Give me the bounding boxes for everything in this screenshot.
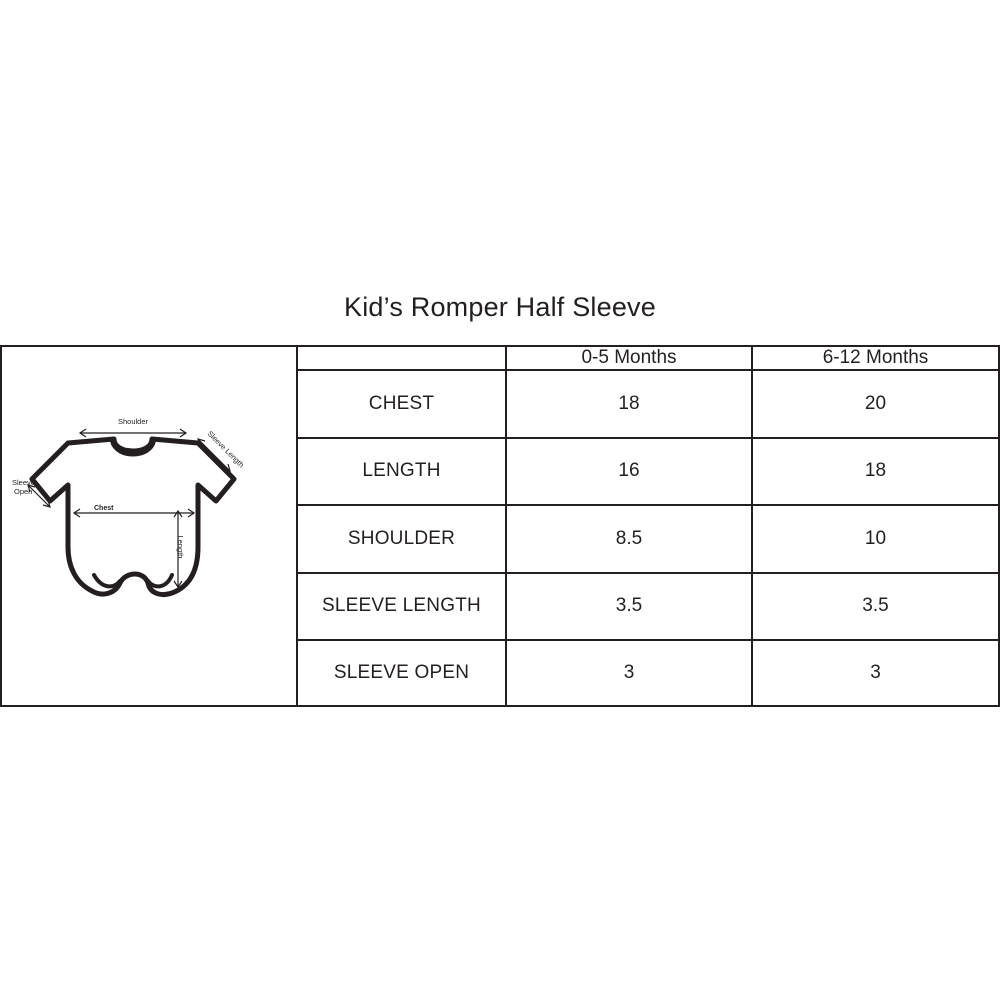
- column-header-blank: [298, 347, 506, 370]
- page-title: Kid’s Romper Half Sleeve: [344, 292, 656, 322]
- row-label-chest: CHEST: [298, 370, 506, 438]
- cell-sleeve-open-6-12: 3: [752, 640, 998, 705]
- row-label-shoulder: SHOULDER: [298, 505, 506, 573]
- cell-sleeve-length-6-12: 3.5: [752, 573, 998, 641]
- measurements-table-cell: [298, 347, 998, 705]
- garment-figure-cell: [2, 347, 298, 705]
- row-label-length: LENGTH: [298, 438, 506, 506]
- cell-chest-6-12: 20: [752, 370, 998, 438]
- size-chart-box: [0, 345, 1000, 707]
- romper-illustration: [2, 397, 298, 637]
- table-row: [298, 505, 998, 573]
- column-header-0-5-months: 0-5 Months: [506, 347, 752, 370]
- svg-text:Length: Length: [176, 535, 185, 559]
- row-label-sleeve-length: SLEEVE LENGTH: [298, 573, 506, 641]
- svg-text:Sleeve Length: Sleeve Length: [205, 429, 246, 470]
- cell-sleeve-open-0-5: 3: [506, 640, 752, 705]
- table-row: [298, 370, 998, 438]
- cell-chest-0-5: 18: [506, 370, 752, 438]
- svg-text:Chest: Chest: [94, 505, 114, 512]
- cell-sleeve-length-0-5: 3.5: [506, 573, 752, 641]
- svg-text:Open: Open: [14, 487, 33, 496]
- table-row: [298, 573, 998, 641]
- cell-length-0-5: 16: [506, 438, 752, 506]
- svg-text:Shoulder: Shoulder: [117, 417, 149, 426]
- column-header-6-12-months: 6-12 Months: [752, 347, 998, 370]
- table-header-row: [298, 347, 998, 370]
- row-label-sleeve-open: SLEEVE OPEN: [298, 640, 506, 705]
- table-row: [298, 640, 998, 705]
- svg-text:Sleeve: Sleeve: [12, 478, 35, 487]
- cell-shoulder-0-5: 8.5: [506, 505, 752, 573]
- cell-shoulder-6-12: 10: [752, 505, 998, 573]
- measurements-table: [298, 347, 998, 705]
- table-row: [298, 438, 998, 506]
- cell-length-6-12: 18: [752, 438, 998, 506]
